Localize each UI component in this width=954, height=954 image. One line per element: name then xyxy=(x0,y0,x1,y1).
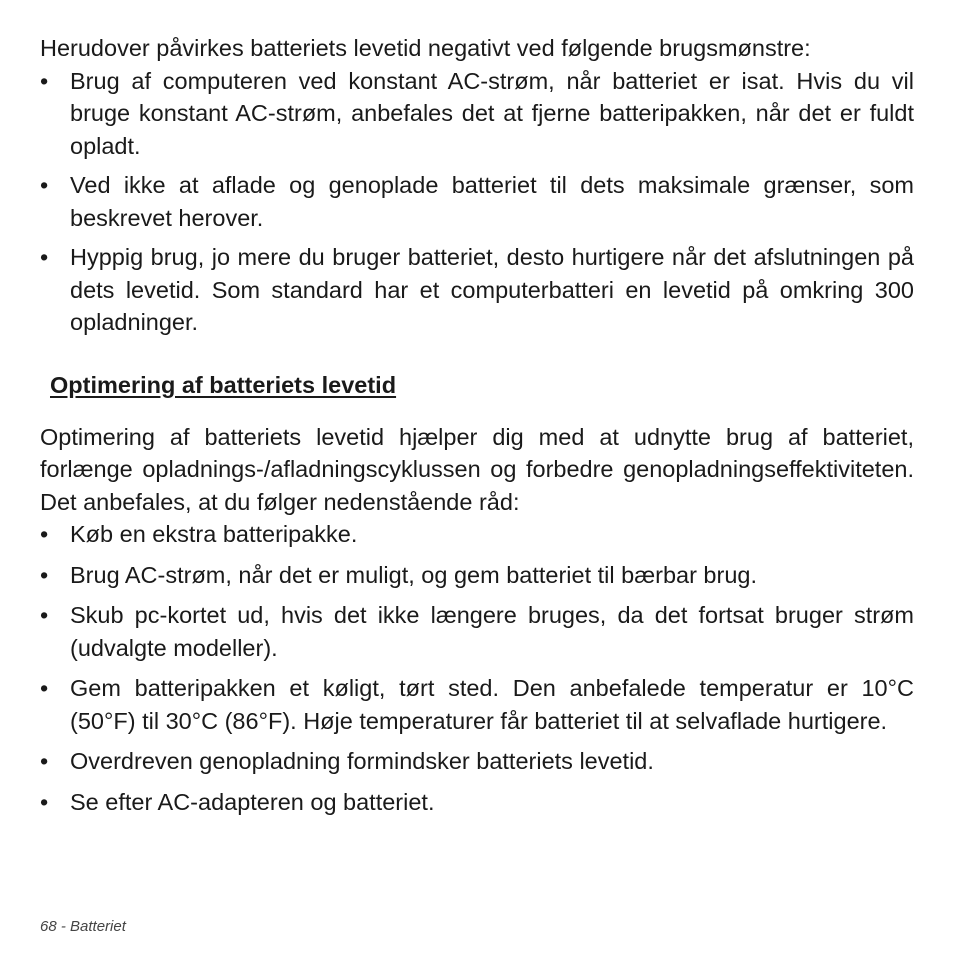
list-item-text: Køb en ekstra batteripakke. xyxy=(70,521,358,547)
list-item xyxy=(40,599,914,664)
list-item-text: Gem batteripakken et køligt, tørt sted. Den anbefalede temperatur er 10°C (50°F) til 30°C (86°F). Høje temperaturer får batteriet til at selvaflade hurtigere. xyxy=(70,675,914,734)
bullet-icon: • xyxy=(40,244,49,270)
list-item-text: Ved ikke at aflade og genoplade batteriet til dets maksimale grænser, som beskrevet herover. xyxy=(70,172,914,231)
bullet-icon: • xyxy=(40,788,49,815)
list-item xyxy=(40,786,914,819)
list-item xyxy=(40,559,914,592)
document-page xyxy=(40,32,914,818)
list-item-text: Skub pc-kortet ud, hvis det ikke længere bruges, da det fortsat bruger strøm (udvalgte modeller). xyxy=(70,602,914,661)
section-paragraph: Optimering af batteriets levetid hjælper dig med at udnytte brug af batteriet, forlænge opladnings-/afladningscyklussen og forbedre genopladningseffektiviteten. Det anbefales, at du følger nedenstående råd: xyxy=(40,423,914,515)
intro-paragraph: Herudover påvirkes batteriets levetid negativt ved følgende brugsmønstre: xyxy=(40,35,811,61)
usage-pattern-list xyxy=(40,65,914,339)
bullet-icon: • xyxy=(40,561,49,588)
list-item xyxy=(40,169,914,234)
list-item-text: Brug af computeren ved konstant AC-strøm, når batteriet er isat. Hvis du vil bruge konstant AC-strøm, anbefales det at fjerne batteripakken, når det er fuldt opladt. xyxy=(70,67,914,159)
list-item xyxy=(40,241,914,339)
list-item-text: Hyppig brug, jo mere du bruger batteriet, desto hurtigere når det afslutningen på dets levetid. Som standard har et computerbatteri en levetid på omkring 300 opladninger. xyxy=(70,244,914,335)
list-item xyxy=(40,745,914,778)
list-item-text: Se efter AC-adapteren og batteriet. xyxy=(70,788,435,815)
list-item xyxy=(40,672,914,737)
bullet-icon: • xyxy=(40,675,49,701)
list-item-text: Brug AC-strøm, når det er muligt, og gem batteriet til bærbar brug. xyxy=(70,561,757,588)
bullet-icon: • xyxy=(40,521,49,547)
bullet-icon: • xyxy=(40,67,49,94)
page-footer: 68 - Batteriet xyxy=(40,918,126,935)
bullet-icon: • xyxy=(40,602,49,628)
list-item xyxy=(40,65,914,163)
section-heading: Optimering af batteriets levetid xyxy=(50,371,397,398)
list-item xyxy=(40,518,914,551)
bullet-icon: • xyxy=(40,748,49,774)
bullet-icon: • xyxy=(40,172,49,198)
advice-list xyxy=(40,518,914,818)
list-item-text: Overdreven genopladning formindsker batteriets levetid. xyxy=(70,748,654,774)
